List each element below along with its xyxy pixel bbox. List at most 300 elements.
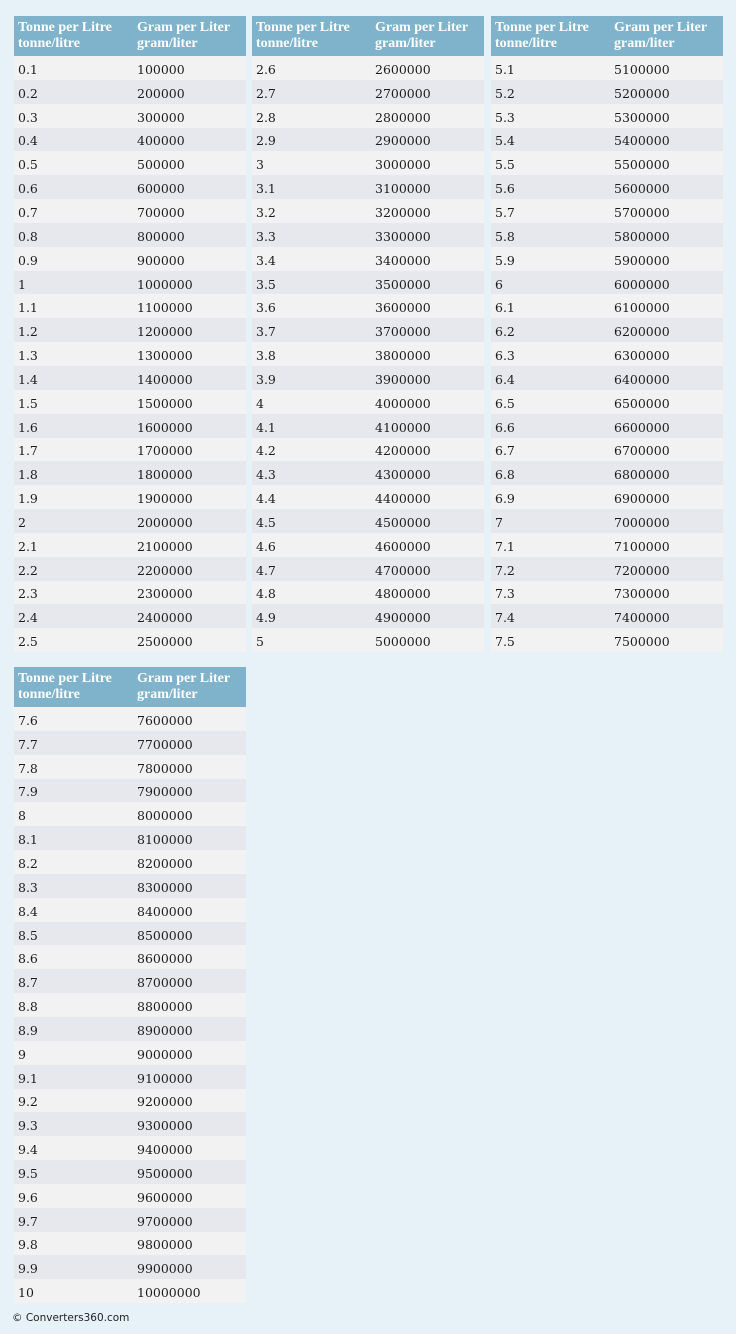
conversion-table-3 — [491, 16, 723, 652]
gram-per-liter-cell: 2700000 — [371, 80, 484, 104]
table-row — [14, 945, 246, 969]
gram-per-liter-cell: 2000000 — [133, 509, 246, 533]
gram-per-liter-cell: 6900000 — [610, 485, 723, 509]
gram-per-liter-cell: 6400000 — [610, 366, 723, 390]
table-row — [252, 342, 484, 366]
gram-per-liter-cell: 8800000 — [133, 993, 246, 1017]
tonne-per-litre-cell: 7.3 — [491, 581, 610, 605]
gram-per-liter-cell: 1300000 — [133, 342, 246, 366]
gram-per-liter-cell: 6200000 — [610, 318, 723, 342]
table-row — [252, 533, 484, 557]
tonne-per-litre-cell: 7.7 — [14, 731, 133, 755]
gram-per-liter-cell: 4700000 — [371, 557, 484, 581]
table-row — [252, 581, 484, 605]
tonne-per-litre-cell: 2 — [14, 509, 133, 533]
header-tonne-per-litre: Tonne per Litre tonne/litre — [14, 667, 133, 707]
table-row — [252, 390, 484, 414]
tonne-per-litre-cell: 5.3 — [491, 104, 610, 128]
gram-per-liter-cell: 8100000 — [133, 826, 246, 850]
gram-per-liter-cell: 9700000 — [133, 1208, 246, 1232]
tonne-per-litre-cell: 0.7 — [14, 199, 133, 223]
gram-per-liter-cell: 2600000 — [371, 56, 484, 80]
table-row — [14, 1017, 246, 1041]
gram-per-liter-cell: 7600000 — [133, 707, 246, 731]
tonne-per-litre-cell: 4.5 — [252, 509, 371, 533]
table-row — [14, 199, 246, 223]
tonne-per-litre-cell: 8.6 — [14, 945, 133, 969]
gram-per-liter-cell: 9600000 — [133, 1184, 246, 1208]
table-row — [252, 175, 484, 199]
tonne-per-litre-cell: 5.2 — [491, 80, 610, 104]
gram-per-liter-cell: 3100000 — [371, 175, 484, 199]
gram-per-liter-cell: 5500000 — [610, 151, 723, 175]
gram-per-liter-cell: 800000 — [133, 223, 246, 247]
gram-per-liter-cell: 1000000 — [133, 271, 246, 295]
tonne-per-litre-cell: 0.4 — [14, 128, 133, 152]
tonne-per-litre-cell: 6.1 — [491, 294, 610, 318]
tonne-per-litre-cell: 6.5 — [491, 390, 610, 414]
tonne-per-litre-cell: 8.7 — [14, 969, 133, 993]
tonne-per-litre-cell: 6.9 — [491, 485, 610, 509]
tonne-per-litre-cell: 9.2 — [14, 1089, 133, 1113]
table-row — [252, 294, 484, 318]
table-row — [252, 485, 484, 509]
gram-per-liter-cell: 5900000 — [610, 247, 723, 271]
gram-per-liter-cell: 7800000 — [133, 755, 246, 779]
table-row — [491, 294, 723, 318]
tonne-per-litre-cell: 1.5 — [14, 390, 133, 414]
gram-per-liter-cell: 6300000 — [610, 342, 723, 366]
gram-per-liter-cell: 600000 — [133, 175, 246, 199]
tonne-per-litre-cell: 5 — [252, 628, 371, 652]
table-row — [491, 581, 723, 605]
gram-per-liter-cell: 8900000 — [133, 1017, 246, 1041]
gram-per-liter-cell: 3300000 — [371, 223, 484, 247]
table-row — [252, 461, 484, 485]
table-row — [14, 557, 246, 581]
tonne-per-litre-cell: 5.4 — [491, 128, 610, 152]
table-row — [14, 318, 246, 342]
gram-per-liter-cell: 1400000 — [133, 366, 246, 390]
tonne-per-litre-cell: 3.5 — [252, 271, 371, 295]
gram-per-liter-cell: 2900000 — [371, 128, 484, 152]
tonne-per-litre-cell: 8.9 — [14, 1017, 133, 1041]
header-gram-per-liter: Gram per Liter gram/liter — [610, 16, 723, 56]
conversion-table-4 — [14, 667, 246, 1303]
tonne-per-litre-cell: 6.8 — [491, 461, 610, 485]
tonne-per-litre-cell: 3.8 — [252, 342, 371, 366]
table-row — [252, 271, 484, 295]
table-row — [14, 755, 246, 779]
conversion-table-2 — [252, 16, 484, 652]
tonne-per-litre-cell: 8.5 — [14, 922, 133, 946]
copyright-footer: © Converters360.com — [12, 1312, 130, 1324]
table-row — [14, 294, 246, 318]
tonne-per-litre-cell: 9.1 — [14, 1065, 133, 1089]
header-tonne-per-litre: Tonne per Litre tonne/litre — [491, 16, 610, 56]
gram-per-liter-cell: 8200000 — [133, 850, 246, 874]
tonne-per-litre-cell: 6.6 — [491, 414, 610, 438]
tonne-per-litre-cell: 4.8 — [252, 581, 371, 605]
tonne-per-litre-cell: 6.7 — [491, 438, 610, 462]
table-row — [252, 56, 484, 80]
table-row — [14, 438, 246, 462]
tonne-per-litre-cell: 6.3 — [491, 342, 610, 366]
table-row — [14, 151, 246, 175]
table-row — [14, 969, 246, 993]
tonne-per-litre-cell: 6 — [491, 271, 610, 295]
table-row — [252, 151, 484, 175]
table-row — [491, 271, 723, 295]
table-row — [14, 390, 246, 414]
tonne-per-litre-cell: 4.9 — [252, 604, 371, 628]
table-row — [14, 802, 246, 826]
table-row — [491, 318, 723, 342]
table-row — [252, 318, 484, 342]
gram-per-liter-cell: 4900000 — [371, 604, 484, 628]
tonne-per-litre-cell: 7.1 — [491, 533, 610, 557]
tonne-per-litre-cell: 4.2 — [252, 438, 371, 462]
gram-per-liter-cell: 1900000 — [133, 485, 246, 509]
table-row — [252, 80, 484, 104]
table-row — [252, 509, 484, 533]
gram-per-liter-cell: 4600000 — [371, 533, 484, 557]
gram-per-liter-cell: 7100000 — [610, 533, 723, 557]
tonne-per-litre-cell: 4.7 — [252, 557, 371, 581]
gram-per-liter-cell: 6500000 — [610, 390, 723, 414]
table-row — [252, 104, 484, 128]
tonne-per-litre-cell: 1.8 — [14, 461, 133, 485]
table-row — [491, 199, 723, 223]
gram-per-liter-cell: 4800000 — [371, 581, 484, 605]
table-row — [491, 461, 723, 485]
tonne-per-litre-cell: 3.1 — [252, 175, 371, 199]
tonne-per-litre-cell: 9.4 — [14, 1136, 133, 1160]
gram-per-liter-cell: 7300000 — [610, 581, 723, 605]
header-gram-per-liter: Gram per Liter gram/liter — [371, 16, 484, 56]
tonne-per-litre-cell: 2.7 — [252, 80, 371, 104]
gram-per-liter-cell: 500000 — [133, 151, 246, 175]
tonne-per-litre-cell: 4.4 — [252, 485, 371, 509]
tonne-per-litre-cell: 8.8 — [14, 993, 133, 1017]
table-row — [491, 533, 723, 557]
table-row — [491, 509, 723, 533]
header-tonne-per-litre: Tonne per Litre tonne/litre — [14, 16, 133, 56]
table-row — [491, 414, 723, 438]
table-row — [491, 628, 723, 652]
tonne-per-litre-cell: 8.4 — [14, 898, 133, 922]
tonne-per-litre-cell: 9.5 — [14, 1160, 133, 1184]
table-row — [252, 628, 484, 652]
table-row — [14, 1279, 246, 1303]
tonne-per-litre-cell: 0.8 — [14, 223, 133, 247]
table-row — [14, 104, 246, 128]
gram-per-liter-cell: 3400000 — [371, 247, 484, 271]
gram-per-liter-cell: 700000 — [133, 199, 246, 223]
tonne-per-litre-cell: 1.7 — [14, 438, 133, 462]
table-row — [14, 604, 246, 628]
table-row — [14, 56, 246, 80]
table-row — [14, 366, 246, 390]
table-row — [14, 731, 246, 755]
tonne-per-litre-cell: 10 — [14, 1279, 133, 1303]
gram-per-liter-cell: 8300000 — [133, 874, 246, 898]
tonne-per-litre-cell: 2.6 — [252, 56, 371, 80]
tonne-per-litre-cell: 2.4 — [14, 604, 133, 628]
gram-per-liter-cell: 7500000 — [610, 628, 723, 652]
tonne-per-litre-cell: 7.8 — [14, 755, 133, 779]
table-row — [14, 533, 246, 557]
table-header-row — [252, 16, 484, 56]
gram-per-liter-cell: 9000000 — [133, 1041, 246, 1065]
gram-per-liter-cell: 4300000 — [371, 461, 484, 485]
tonne-per-litre-cell: 9.8 — [14, 1232, 133, 1256]
gram-per-liter-cell: 6100000 — [610, 294, 723, 318]
gram-per-liter-cell: 1100000 — [133, 294, 246, 318]
table-row — [14, 80, 246, 104]
tonne-per-litre-cell: 2.1 — [14, 533, 133, 557]
tonne-per-litre-cell: 0.6 — [14, 175, 133, 199]
table-row — [491, 175, 723, 199]
table-row — [252, 247, 484, 271]
table-row — [14, 1232, 246, 1256]
tonne-per-litre-cell: 1.6 — [14, 414, 133, 438]
tonne-per-litre-cell: 2.9 — [252, 128, 371, 152]
gram-per-liter-cell: 1700000 — [133, 438, 246, 462]
gram-per-liter-cell: 200000 — [133, 80, 246, 104]
gram-per-liter-cell: 9900000 — [133, 1255, 246, 1279]
table-row — [491, 485, 723, 509]
table-row — [14, 128, 246, 152]
table-row — [14, 581, 246, 605]
table-row — [14, 223, 246, 247]
table-row — [14, 342, 246, 366]
tonne-per-litre-cell: 0.1 — [14, 56, 133, 80]
header-tonne-per-litre: Tonne per Litre tonne/litre — [252, 16, 371, 56]
gram-per-liter-cell: 6800000 — [610, 461, 723, 485]
gram-per-liter-cell: 7000000 — [610, 509, 723, 533]
table-row — [491, 342, 723, 366]
table-row — [14, 485, 246, 509]
table-row — [491, 604, 723, 628]
tonne-per-litre-cell: 8 — [14, 802, 133, 826]
gram-per-liter-cell: 5700000 — [610, 199, 723, 223]
gram-per-liter-cell: 1800000 — [133, 461, 246, 485]
tonne-per-litre-cell: 2.8 — [252, 104, 371, 128]
gram-per-liter-cell: 2200000 — [133, 557, 246, 581]
tonne-per-litre-cell: 5.7 — [491, 199, 610, 223]
tonne-per-litre-cell: 1.3 — [14, 342, 133, 366]
gram-per-liter-cell: 5200000 — [610, 80, 723, 104]
table-row — [252, 414, 484, 438]
tonne-per-litre-cell: 0.9 — [14, 247, 133, 271]
gram-per-liter-cell: 1200000 — [133, 318, 246, 342]
gram-per-liter-cell: 4500000 — [371, 509, 484, 533]
gram-per-liter-cell: 400000 — [133, 128, 246, 152]
tonne-per-litre-cell: 6.4 — [491, 366, 610, 390]
table-row — [14, 1184, 246, 1208]
table-row — [14, 175, 246, 199]
gram-per-liter-cell: 300000 — [133, 104, 246, 128]
table-row — [14, 707, 246, 731]
tonne-per-litre-cell: 7.5 — [491, 628, 610, 652]
tonne-per-litre-cell: 1.4 — [14, 366, 133, 390]
header-gram-per-liter: Gram per Liter gram/liter — [133, 16, 246, 56]
gram-per-liter-cell: 3600000 — [371, 294, 484, 318]
table-row — [14, 993, 246, 1017]
gram-per-liter-cell: 10000000 — [133, 1279, 246, 1303]
table-header-row — [491, 16, 723, 56]
table-row — [491, 557, 723, 581]
gram-per-liter-cell: 3900000 — [371, 366, 484, 390]
table-row — [14, 1089, 246, 1113]
header-gram-per-liter: Gram per Liter gram/liter — [133, 667, 246, 707]
gram-per-liter-cell: 1500000 — [133, 390, 246, 414]
conversion-table-1 — [14, 16, 246, 652]
gram-per-liter-cell: 9100000 — [133, 1065, 246, 1089]
gram-per-liter-cell: 7200000 — [610, 557, 723, 581]
tonne-per-litre-cell: 3.4 — [252, 247, 371, 271]
tonne-per-litre-cell: 5.8 — [491, 223, 610, 247]
gram-per-liter-cell: 1600000 — [133, 414, 246, 438]
gram-per-liter-cell: 2400000 — [133, 604, 246, 628]
table-row — [14, 1041, 246, 1065]
gram-per-liter-cell: 8000000 — [133, 802, 246, 826]
table-row — [491, 247, 723, 271]
tonne-per-litre-cell: 7.9 — [14, 779, 133, 803]
table-row — [491, 151, 723, 175]
gram-per-liter-cell: 2100000 — [133, 533, 246, 557]
tonne-per-litre-cell: 3 — [252, 151, 371, 175]
tonne-per-litre-cell: 2.3 — [14, 581, 133, 605]
gram-per-liter-cell: 8400000 — [133, 898, 246, 922]
gram-per-liter-cell: 900000 — [133, 247, 246, 271]
table-row — [14, 922, 246, 946]
table-row — [252, 438, 484, 462]
tonne-per-litre-cell: 6.2 — [491, 318, 610, 342]
tonne-per-litre-cell: 4 — [252, 390, 371, 414]
tonne-per-litre-cell: 0.2 — [14, 80, 133, 104]
tonne-per-litre-cell: 5.9 — [491, 247, 610, 271]
gram-per-liter-cell: 5600000 — [610, 175, 723, 199]
tonne-per-litre-cell: 0.5 — [14, 151, 133, 175]
gram-per-liter-cell: 4200000 — [371, 438, 484, 462]
tonne-per-litre-cell: 7.4 — [491, 604, 610, 628]
tonne-per-litre-cell: 5.6 — [491, 175, 610, 199]
table-row — [252, 604, 484, 628]
tonne-per-litre-cell: 5.5 — [491, 151, 610, 175]
table-row — [14, 461, 246, 485]
gram-per-liter-cell: 7700000 — [133, 731, 246, 755]
table-row — [252, 223, 484, 247]
gram-per-liter-cell: 3200000 — [371, 199, 484, 223]
tonne-per-litre-cell: 9 — [14, 1041, 133, 1065]
gram-per-liter-cell: 3800000 — [371, 342, 484, 366]
gram-per-liter-cell: 5000000 — [371, 628, 484, 652]
tonne-per-litre-cell: 3.3 — [252, 223, 371, 247]
gram-per-liter-cell: 2300000 — [133, 581, 246, 605]
gram-per-liter-cell: 4000000 — [371, 390, 484, 414]
tonne-per-litre-cell: 1.1 — [14, 294, 133, 318]
table-row — [252, 128, 484, 152]
gram-per-liter-cell: 4400000 — [371, 485, 484, 509]
table-row — [14, 1112, 246, 1136]
table-row — [252, 366, 484, 390]
table-row — [14, 826, 246, 850]
tonne-per-litre-cell: 8.1 — [14, 826, 133, 850]
tonne-per-litre-cell: 3.7 — [252, 318, 371, 342]
table-row — [491, 56, 723, 80]
table-row — [491, 366, 723, 390]
gram-per-liter-cell: 3000000 — [371, 151, 484, 175]
tonne-per-litre-cell: 4.6 — [252, 533, 371, 557]
tonne-per-litre-cell: 0.3 — [14, 104, 133, 128]
table-row — [491, 390, 723, 414]
gram-per-liter-cell: 8600000 — [133, 945, 246, 969]
tonne-per-litre-cell: 7.6 — [14, 707, 133, 731]
tonne-per-litre-cell: 1 — [14, 271, 133, 295]
tonne-per-litre-cell: 7.2 — [491, 557, 610, 581]
tonne-per-litre-cell: 2.2 — [14, 557, 133, 581]
tonne-per-litre-cell: 9.6 — [14, 1184, 133, 1208]
gram-per-liter-cell: 5800000 — [610, 223, 723, 247]
gram-per-liter-cell: 3700000 — [371, 318, 484, 342]
gram-per-liter-cell: 100000 — [133, 56, 246, 80]
gram-per-liter-cell: 6000000 — [610, 271, 723, 295]
gram-per-liter-cell: 8500000 — [133, 922, 246, 946]
tonne-per-litre-cell: 1.9 — [14, 485, 133, 509]
table-row — [14, 874, 246, 898]
gram-per-liter-cell: 5300000 — [610, 104, 723, 128]
gram-per-liter-cell: 2800000 — [371, 104, 484, 128]
table-header-row — [14, 16, 246, 56]
tonne-per-litre-cell: 8.2 — [14, 850, 133, 874]
gram-per-liter-cell: 6700000 — [610, 438, 723, 462]
table-row — [14, 509, 246, 533]
gram-per-liter-cell: 9500000 — [133, 1160, 246, 1184]
tonne-per-litre-cell: 1.2 — [14, 318, 133, 342]
table-row — [491, 104, 723, 128]
gram-per-liter-cell: 5400000 — [610, 128, 723, 152]
table-row — [252, 557, 484, 581]
table-row — [14, 1255, 246, 1279]
table-row — [14, 1065, 246, 1089]
tonne-per-litre-cell: 4.1 — [252, 414, 371, 438]
tonne-per-litre-cell: 3.6 — [252, 294, 371, 318]
tonne-per-litre-cell: 5.1 — [491, 56, 610, 80]
tonne-per-litre-cell: 2.5 — [14, 628, 133, 652]
gram-per-liter-cell: 7900000 — [133, 779, 246, 803]
table-row — [14, 247, 246, 271]
tonne-per-litre-cell: 3.2 — [252, 199, 371, 223]
tonne-per-litre-cell: 9.7 — [14, 1208, 133, 1232]
gram-per-liter-cell: 3500000 — [371, 271, 484, 295]
table-row — [252, 199, 484, 223]
tonne-per-litre-cell: 9.3 — [14, 1112, 133, 1136]
tonne-per-litre-cell: 9.9 — [14, 1255, 133, 1279]
gram-per-liter-cell: 9800000 — [133, 1232, 246, 1256]
table-row — [14, 271, 246, 295]
gram-per-liter-cell: 9300000 — [133, 1112, 246, 1136]
tonne-per-litre-cell: 7 — [491, 509, 610, 533]
tonne-per-litre-cell: 8.3 — [14, 874, 133, 898]
gram-per-liter-cell: 2500000 — [133, 628, 246, 652]
tonne-per-litre-cell: 3.9 — [252, 366, 371, 390]
table-row — [491, 438, 723, 462]
table-row — [14, 898, 246, 922]
table-row — [14, 1208, 246, 1232]
table-row — [14, 628, 246, 652]
